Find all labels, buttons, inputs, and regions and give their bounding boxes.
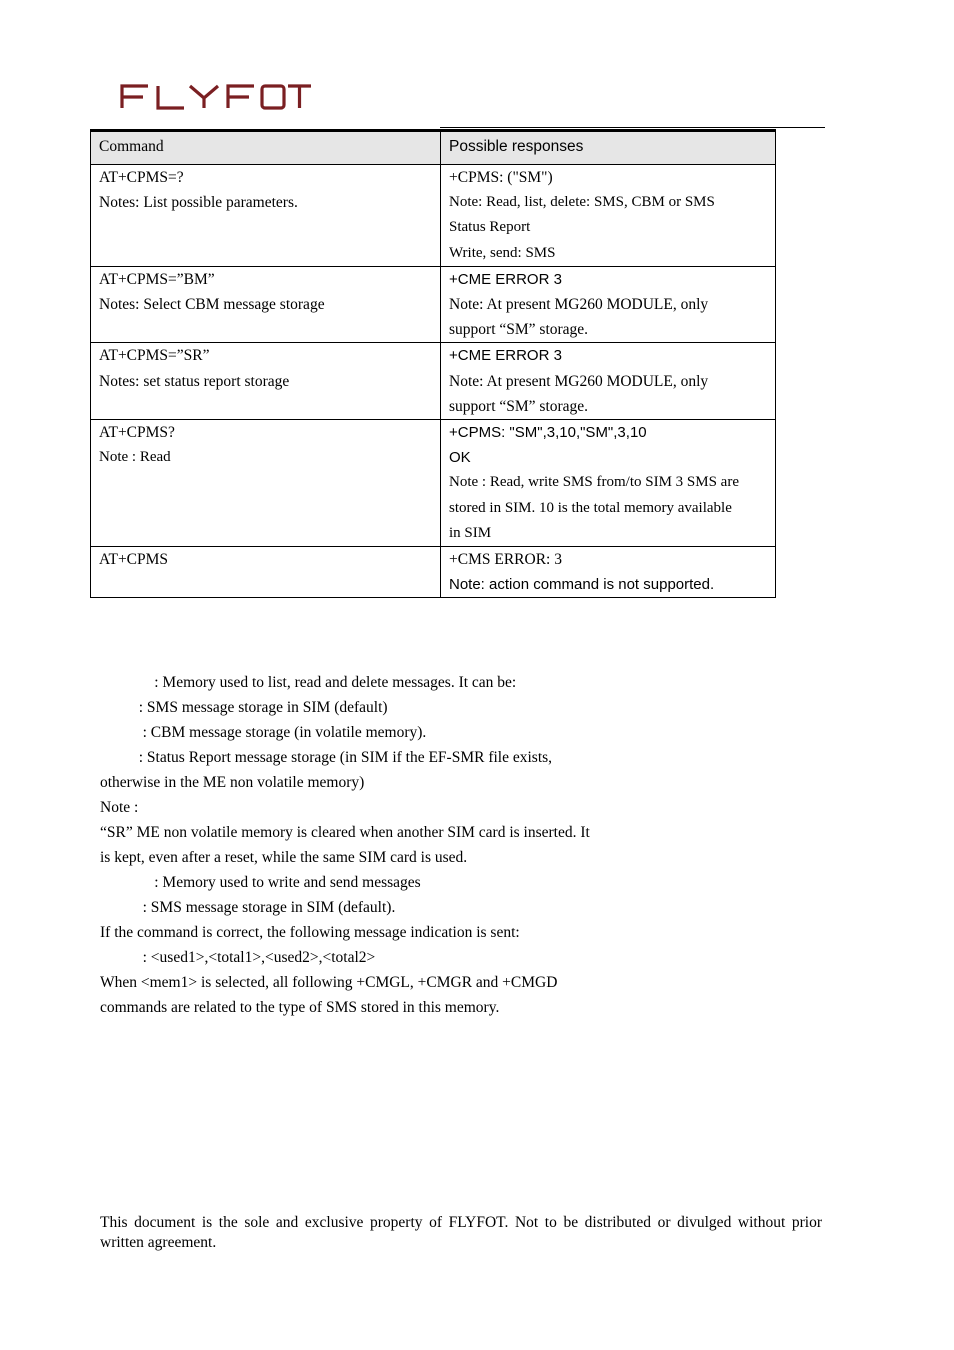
table-header-row	[91, 131, 776, 165]
response-note: Write, send: SMS	[449, 244, 556, 261]
response-text: +CMS ERROR: 3	[449, 551, 562, 569]
response-note: Note: At present MG260 MODULE, only	[449, 372, 709, 390]
param-line: : Memory used to list, read and delete messages. It can be:	[100, 674, 517, 691]
response-note: support “SM” storage.	[449, 397, 589, 415]
command-text: AT+CPMS=”SR”	[99, 347, 210, 365]
param-line: When <mem1> is selected, all following +CMGL, +CMGR and +CMGD	[100, 974, 558, 991]
param-line: “SR” ME non volatile memory is cleared when another SIM card is inserted. It	[100, 824, 590, 841]
response-note: support “SM” storage.	[449, 321, 589, 339]
response-note: in SIM	[449, 524, 492, 541]
response-cell	[441, 343, 776, 420]
flyfot-logo	[118, 82, 312, 112]
command-note: Notes: Select CBM message storage	[99, 296, 325, 314]
response-text: +CME ERROR 3	[449, 347, 562, 365]
param-line: : SMS message storage in SIM (default).	[100, 899, 396, 916]
parameter-description	[100, 670, 660, 1020]
command-text: AT+CPMS=?	[99, 169, 184, 186]
table-row	[91, 266, 776, 343]
response-cell	[441, 420, 776, 547]
command-cell	[91, 343, 441, 420]
command-note: Notes: set status report storage	[99, 372, 290, 390]
param-line: Note :	[100, 799, 139, 816]
table-row	[91, 343, 776, 420]
command-text: AT+CPMS?	[99, 424, 175, 442]
command-cell	[91, 165, 441, 267]
header-command: Command	[91, 131, 441, 165]
command-cell	[91, 266, 441, 343]
param-line: : SMS message storage in SIM (default)	[100, 699, 388, 716]
response-text: +CME ERROR 3	[449, 270, 562, 288]
param-line: otherwise in the ME non volatile memory)	[100, 774, 365, 791]
command-cell	[91, 547, 441, 598]
response-note: Status Report	[449, 219, 531, 236]
response-text: +CPMS: "SM",3,10,"SM",3,10	[449, 424, 647, 442]
param-line: commands are related to the type of SMS stored in this memory.	[100, 999, 500, 1016]
command-note: Notes: List possible parameters.	[99, 194, 298, 212]
response-ok: OK	[449, 449, 471, 467]
response-note: stored in SIM. 10 is the total memory available	[449, 499, 732, 516]
command-text: AT+CPMS=”BM”	[99, 270, 215, 288]
header-responses: Possible responses	[441, 131, 776, 165]
command-table	[90, 129, 776, 598]
response-note: Note: At present MG260 MODULE, only	[449, 296, 709, 314]
response-text: +CPMS: ("SM")	[449, 169, 553, 186]
response-cell	[441, 266, 776, 343]
table-row	[91, 420, 776, 547]
footer-disclaimer: This document is the sole and exclusive property of FLYFOT. Not to be distributed or divulged without prior written agreement.	[100, 1214, 822, 1251]
command-text: AT+CPMS	[99, 551, 169, 569]
response-note: Note: action command is not supported.	[449, 576, 715, 594]
param-line: is kept, even after a reset, while the same SIM card is used.	[100, 849, 468, 866]
header-rule	[440, 127, 825, 128]
command-cell	[91, 420, 441, 547]
response-note: Note : Read, write SMS from/to SIM 3 SMS are	[449, 474, 739, 491]
param-line: : Status Report message storage (in SIM if the EF-SMR file exists,	[100, 749, 553, 766]
param-line: : CBM message storage (in volatile memory).	[100, 724, 427, 741]
table-row	[91, 165, 776, 267]
response-cell	[441, 547, 776, 598]
table-row	[91, 547, 776, 598]
param-line: If the command is correct, the following message indication is sent:	[100, 924, 520, 941]
command-note: Note : Read	[99, 449, 171, 466]
param-line: : Memory used to write and send messages	[100, 874, 421, 891]
response-cell	[441, 165, 776, 267]
param-line: : <used1>,<total1>,<used2>,<total2>	[100, 949, 376, 966]
response-note: Note: Read, list, delete: SMS, CBM or SMS	[449, 194, 715, 211]
